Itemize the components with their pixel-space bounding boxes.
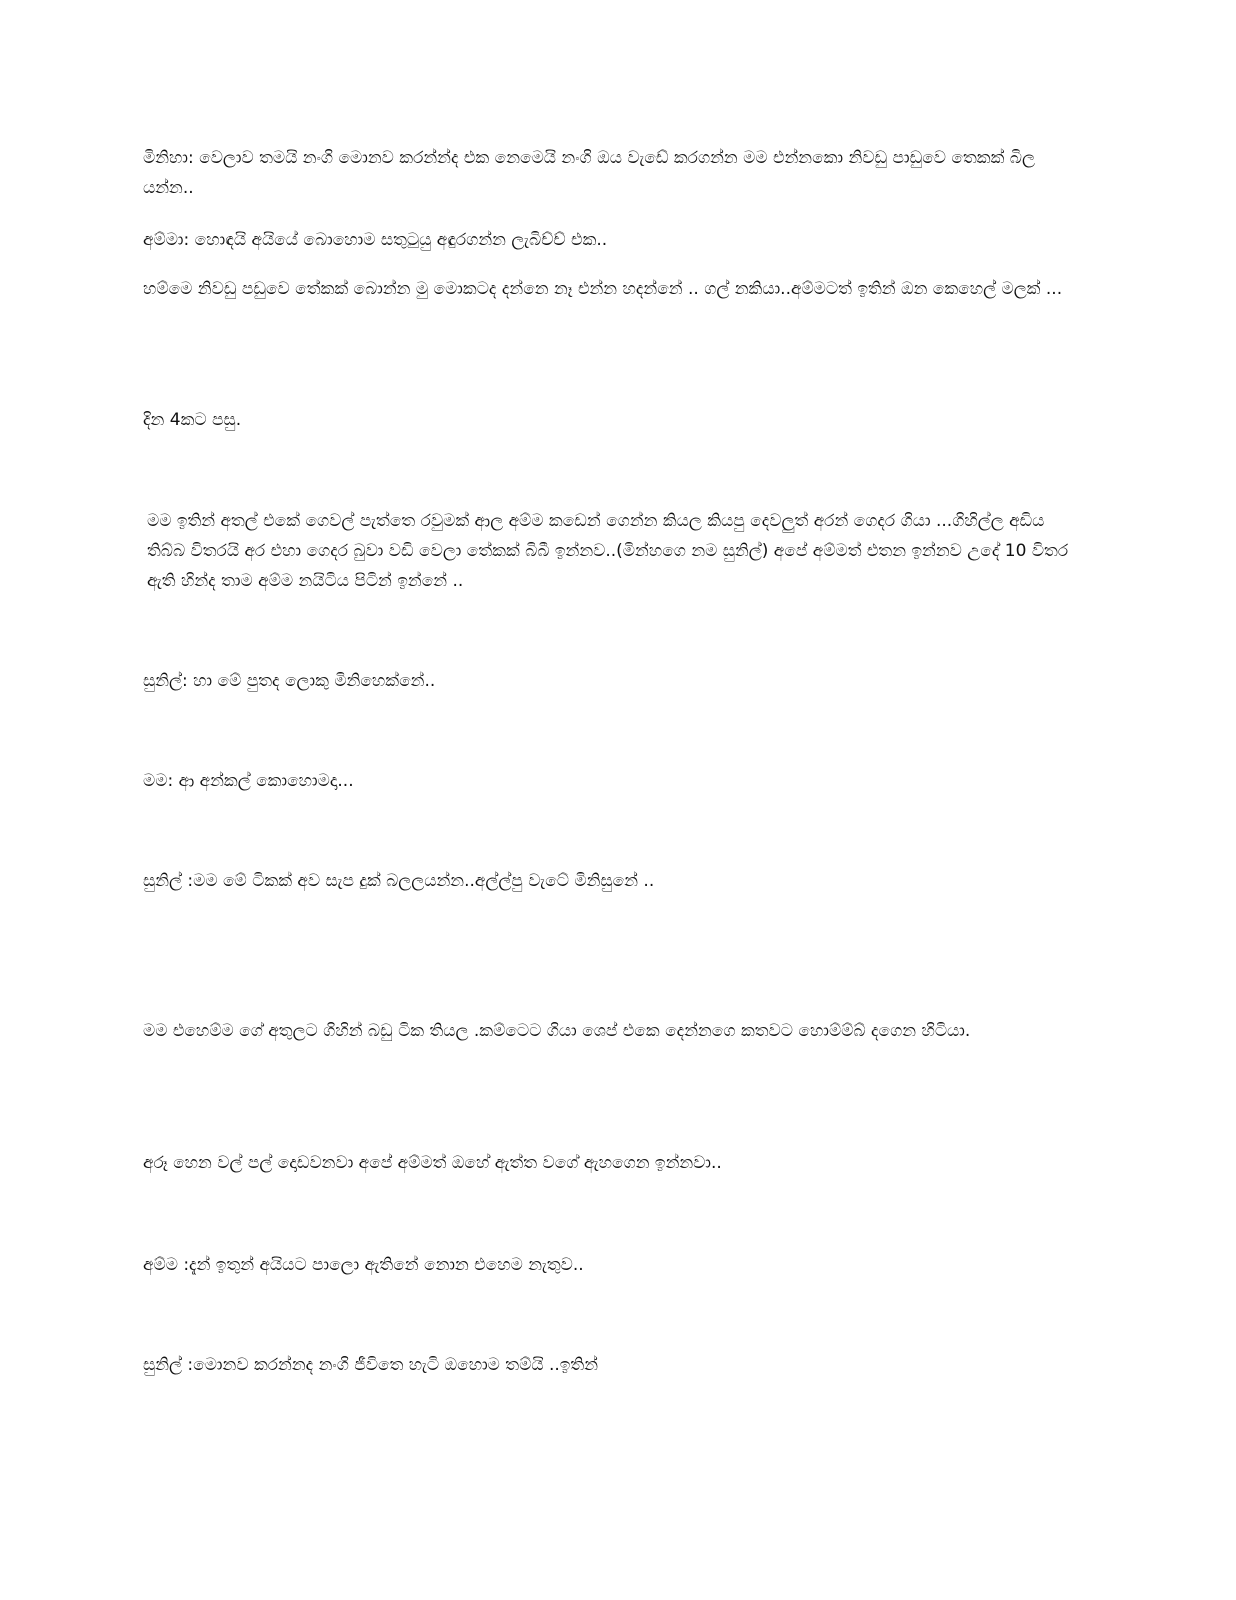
paragraph-9: මම එහෙම්ම ගේ අතුලට ගිහින් බඩු ටික තියල .කම්ටෙට ගියා ශෙප් එකෙ දෙන්නගෙ කතවට හොම්ම්බ් දගෙන හිටියා.	[143, 1021, 971, 1041]
dialogue-line-2: මම: ආ අන්කල් කොහොමදා...	[143, 771, 354, 791]
paragraph-1: මිනිහා: වෙලාව තමයි නංගි මොනව කරන්න්ද එක නෙමෙයි නංගි ඔය වැඩේ කරගන්න මම එන්නකො නිවඩු පාඩුවෙ තෙකක් බිල යන්න..	[143, 148, 1035, 198]
dialogue-line-1: සුනිල්: හා මේ පුතද ලොකු මිනිහෙක්නේ..	[143, 671, 436, 691]
paragraph-10: අරූ හෙන වල් පල් දොඩවනවා අපේ අම්මත් ඔහේ ඇත්ත වගේ ඇහගෙන ඉන්නවා..	[143, 1153, 722, 1173]
paragraph-5: මම ඉතින් අතල් එකේ ගෙවල් පැත්තෙ රවුමක් ආල අම්ම කඩෙන් ගෙන්න කියල කියපු දෙවලුත් අරන් ගෙදර ගියා ...ගිහිල්ල අඩිය තිබ්බ විතරයි අර එහා ගෙදර බුවා වඩි වෙලා තේකක් බිබී ඉන්නව..(මින්හගෙ නම සුනිල්) අපේ අම්මත් එතන ඉන්නව උදේ 10 විතර ඇති හින්ද තාම අම්ම නයිටිය පිටින් ඉන්නේ ..	[147, 511, 1069, 591]
dialogue-line-3: සුනිල් :මම මේ ටිකක් අව සැප දුක් බලලයන්න..අල්ල්පු වැටේ මිනිසුනේ ..	[143, 871, 655, 891]
paragraph-2: අම්මා: හොඳයි අයියේ බොහොම සතුටුයු අඳුරගන්න ලැබිච්ච් එක..	[143, 230, 608, 250]
section-heading: දින 4කට පසු.	[143, 410, 242, 430]
dialogue-line-5: සුනිල් :මොනව කරන්නද නංගි ජීවිතෙ හැටි ඔහොම තම්යි ..ඉතින්	[143, 1355, 599, 1375]
paragraph-3: හම්මෙ නිවඩු පඩුවෙ තේකක් බොන්න මු මොකටද දන්නෙ නෑ එන්න හදන්නේ .. ගල් නකියා..අම්මටත් ඉතින් ඔන කෙහෙල් මලක් ...	[143, 279, 1063, 299]
dialogue-line-4: අම්ම :දැන් ඉතුන් අයියට පාලො ඇතිනේ නොන එහෙම නැතුව..	[143, 1255, 584, 1275]
